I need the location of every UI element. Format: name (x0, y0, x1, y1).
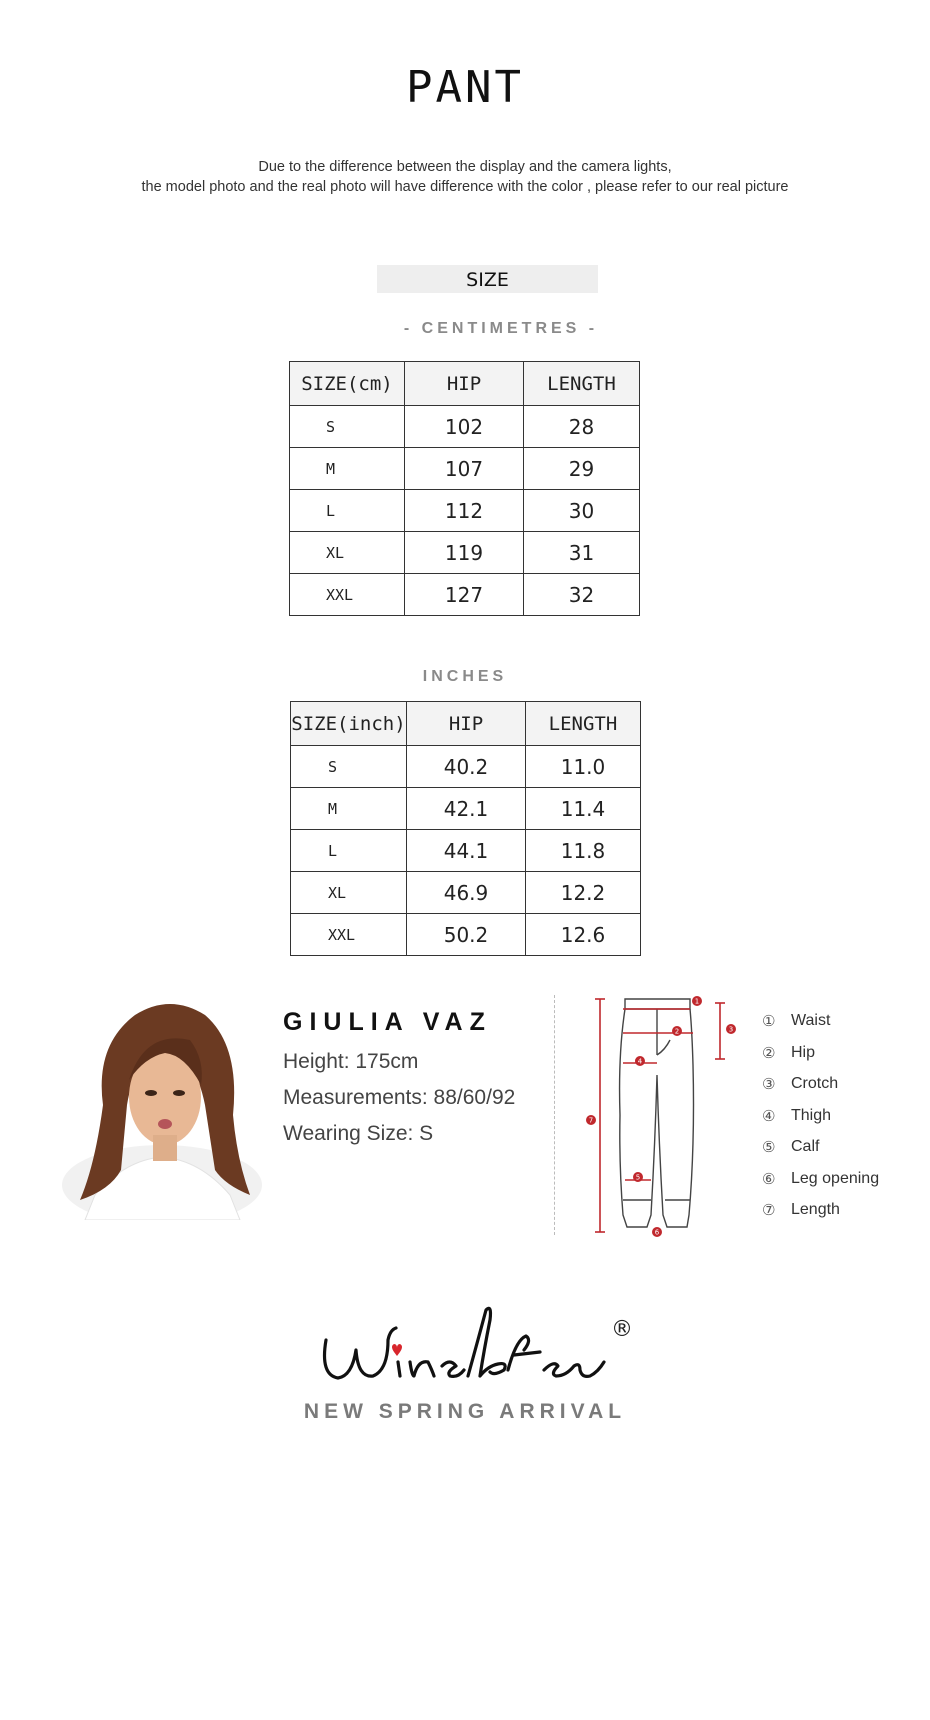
diagram-marker-5: 5 (635, 1173, 641, 1182)
model-name: GIULIA VAZ (283, 1008, 492, 1036)
column-header-size: SIZE(cm) (290, 362, 405, 406)
hip-cell: 50.2 (407, 914, 526, 956)
hip-cell: 40.2 (407, 746, 526, 788)
legend-item-hip (762, 1044, 879, 1076)
pants-measurement-diagram (585, 995, 760, 1240)
size-cell: XXL (291, 914, 407, 956)
hip-cell: 112 (405, 490, 524, 532)
length-cell: 12.6 (526, 914, 641, 956)
column-header-size: SIZE(inch) (291, 702, 407, 746)
notice-line-2: the model photo and the real photo will have difference with the color , please refer to our real picture (141, 179, 789, 195)
length-cell: 31 (524, 532, 640, 574)
size-cell: XL (290, 532, 405, 574)
table-row (291, 746, 641, 788)
size-cell: L (290, 490, 405, 532)
diagram-marker-3: 3 (728, 1025, 734, 1034)
measurement-legend (762, 1012, 879, 1233)
hip-cell: 44.1 (407, 830, 526, 872)
diagram-marker-7: 7 (588, 1116, 594, 1125)
table-header-row (290, 362, 640, 406)
brand-tagline: NEW SPRING ARRIVAL (303, 1400, 627, 1423)
legend-item-waist (762, 1012, 879, 1044)
length-cell: 11.8 (526, 830, 641, 872)
legend-label: Crotch (791, 1075, 839, 1092)
table-row (290, 574, 640, 616)
model-height: Height: 175cm (283, 1050, 419, 1073)
centimetres-heading: - CENTIMETRES - (403, 320, 599, 337)
length-cell: 29 (524, 448, 640, 490)
table-row (290, 448, 640, 490)
table-row (290, 406, 640, 448)
column-header-hip: HIP (407, 702, 526, 746)
legend-label: Hip (791, 1043, 816, 1061)
diagram-marker-4: 4 (637, 1057, 643, 1066)
diagram-marker-1: 1 (694, 997, 700, 1006)
table-row (291, 830, 641, 872)
table-row (290, 490, 640, 532)
section-divider (554, 995, 555, 1235)
page-title: PANT (406, 62, 524, 113)
hip-cell: 119 (405, 532, 524, 574)
legend-label: Waist (791, 1012, 831, 1029)
model-photo (55, 985, 270, 1220)
length-cell: 30 (524, 490, 640, 532)
size-cell: S (291, 746, 407, 788)
size-cell: M (291, 788, 407, 830)
legend-label: Length (791, 1201, 840, 1218)
legend-label: Thigh (791, 1106, 832, 1124)
legend-number: ① (762, 1012, 776, 1030)
legend-number: ⑦ (762, 1201, 776, 1219)
size-cell: XXL (290, 574, 405, 616)
length-cell: 12.2 (526, 872, 641, 914)
length-cell: 32 (524, 574, 640, 616)
hip-cell: 42.1 (407, 788, 526, 830)
model-measurements: Measurements: 88/60/92 (283, 1086, 516, 1109)
legend-item-calf (762, 1138, 879, 1170)
size-cell: M (290, 448, 405, 490)
size-table-cm (289, 361, 640, 616)
size-cell: S (290, 406, 405, 448)
legend-number: ② (762, 1043, 776, 1062)
legend-label: Leg opening (791, 1169, 880, 1187)
length-cell: 11.0 (526, 746, 641, 788)
size-banner: SIZE (377, 265, 598, 293)
size-table-inch (290, 701, 641, 956)
inches-heading: INCHES (422, 668, 508, 685)
brand-logo (318, 1300, 648, 1400)
legend-number: ④ (762, 1106, 776, 1125)
diagram-marker-2: 2 (674, 1027, 680, 1036)
model-wearing-size: Wearing Size: S (283, 1122, 434, 1145)
hip-cell: 102 (405, 406, 524, 448)
table-row (291, 872, 641, 914)
legend-number: ③ (762, 1075, 776, 1093)
table-row (291, 914, 641, 956)
legend-item-length (762, 1201, 879, 1233)
legend-number: ⑤ (762, 1138, 776, 1156)
table-header-row (291, 702, 641, 746)
legend-item-thigh (762, 1107, 879, 1139)
hip-cell: 107 (405, 448, 524, 490)
color-notice (0, 157, 930, 197)
column-header-length: LENGTH (526, 702, 641, 746)
legend-item-crotch (762, 1075, 879, 1107)
diagram-marker-6: 6 (654, 1228, 660, 1237)
notice-line-1: Due to the difference between the display and the camera lights, (258, 159, 672, 175)
legend-label: Calf (791, 1138, 820, 1155)
hip-cell: 46.9 (407, 872, 526, 914)
table-row (290, 532, 640, 574)
column-header-length: LENGTH (524, 362, 640, 406)
size-cell: L (291, 830, 407, 872)
column-header-hip: HIP (405, 362, 524, 406)
hip-cell: 127 (405, 574, 524, 616)
legend-item-leg-opening (762, 1170, 879, 1202)
length-cell: 11.4 (526, 788, 641, 830)
size-cell: XL (291, 872, 407, 914)
length-cell: 28 (524, 406, 640, 448)
table-row (291, 788, 641, 830)
registered-mark: ® (611, 1317, 633, 1342)
legend-number: ⑥ (762, 1169, 776, 1188)
